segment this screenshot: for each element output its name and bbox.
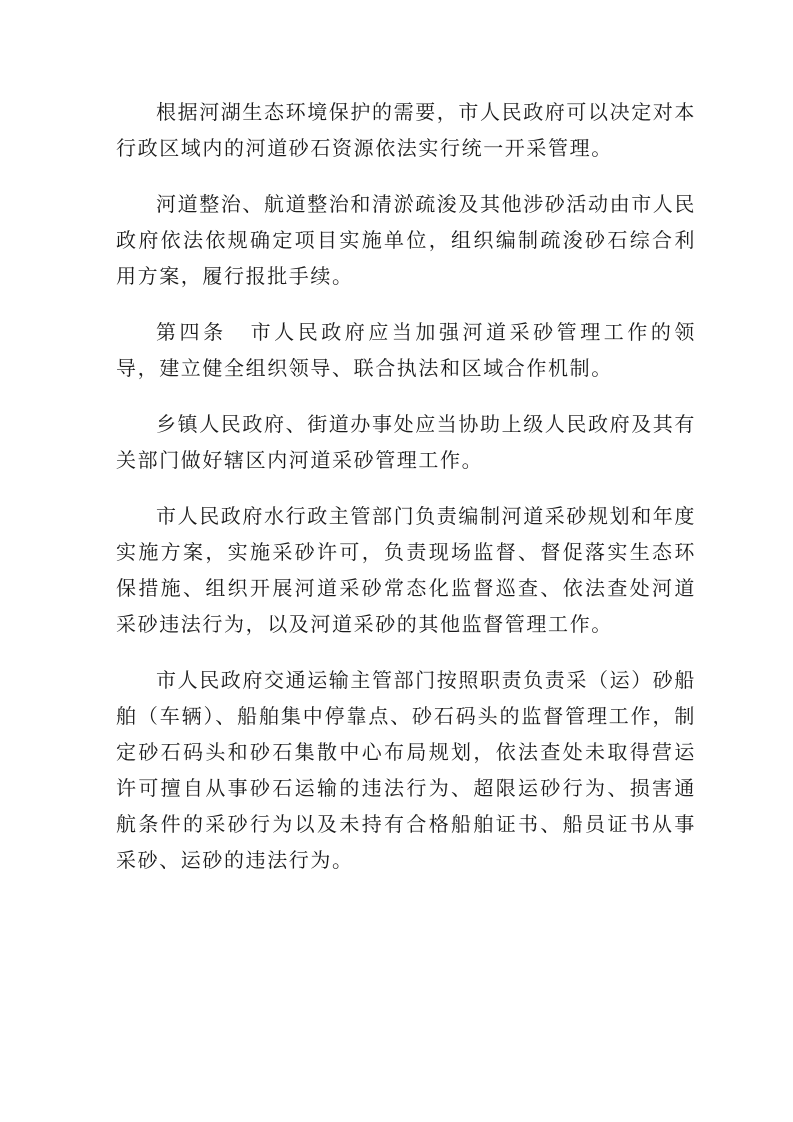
document-body: [116, 94, 696, 898]
paragraph-4: [116, 406, 696, 478]
paragraph-1: [116, 94, 696, 166]
paragraph-text: 河道整治、航道整治和清淤疏浚及其他涉砂活动由市人民政府依法依规确定项目实施单位，组织编制疏浚砂石综合利用方案，履行报批手续。: [116, 192, 696, 288]
paragraph-6: [116, 662, 696, 878]
paragraph-text: 市人民政府水行政主管部门负责编制河道采砂规划和年度实施方案，实施采砂许可，负责现场监督、督促落实生态环保措施、组织开展河道采砂常态化监督巡查、依法查处河道采砂违法行为，以及河道采砂的其他监督管理工作。: [116, 504, 696, 636]
paragraph-2: [116, 186, 696, 294]
paragraph-text: 市人民政府交通运输主管部门按照职责负责采（运）砂船舶（车辆）、船舶集中停靠点、砂石码头的监督管理工作，制定砂石码头和砂石集散中心布局规划，依法查处未取得营运许可擅自从事砂石运输的违法行为、超限运砂行为、损害通航条件的采砂行为以及未持有合格船舶证书、船员证书从事采砂、运砂的违法行为。: [116, 668, 696, 872]
paragraph-5: [116, 498, 696, 642]
paragraph-article-4: [116, 314, 696, 386]
paragraph-text: 根据河湖生态环境保护的需要，市人民政府可以决定对本行政区域内的河道砂石资源依法实行统一开采管理。: [116, 100, 696, 160]
paragraph-text: 市人民政府应当加强河道采砂管理工作的领导，建立健全组织领导、联合执法和区域合作机制。: [116, 320, 696, 380]
paragraph-text: 乡镇人民政府、街道办事处应当协助上级人民政府及其有关部门做好辖区内河道采砂管理工作。: [116, 412, 696, 472]
article-number: 第四条: [156, 320, 227, 344]
